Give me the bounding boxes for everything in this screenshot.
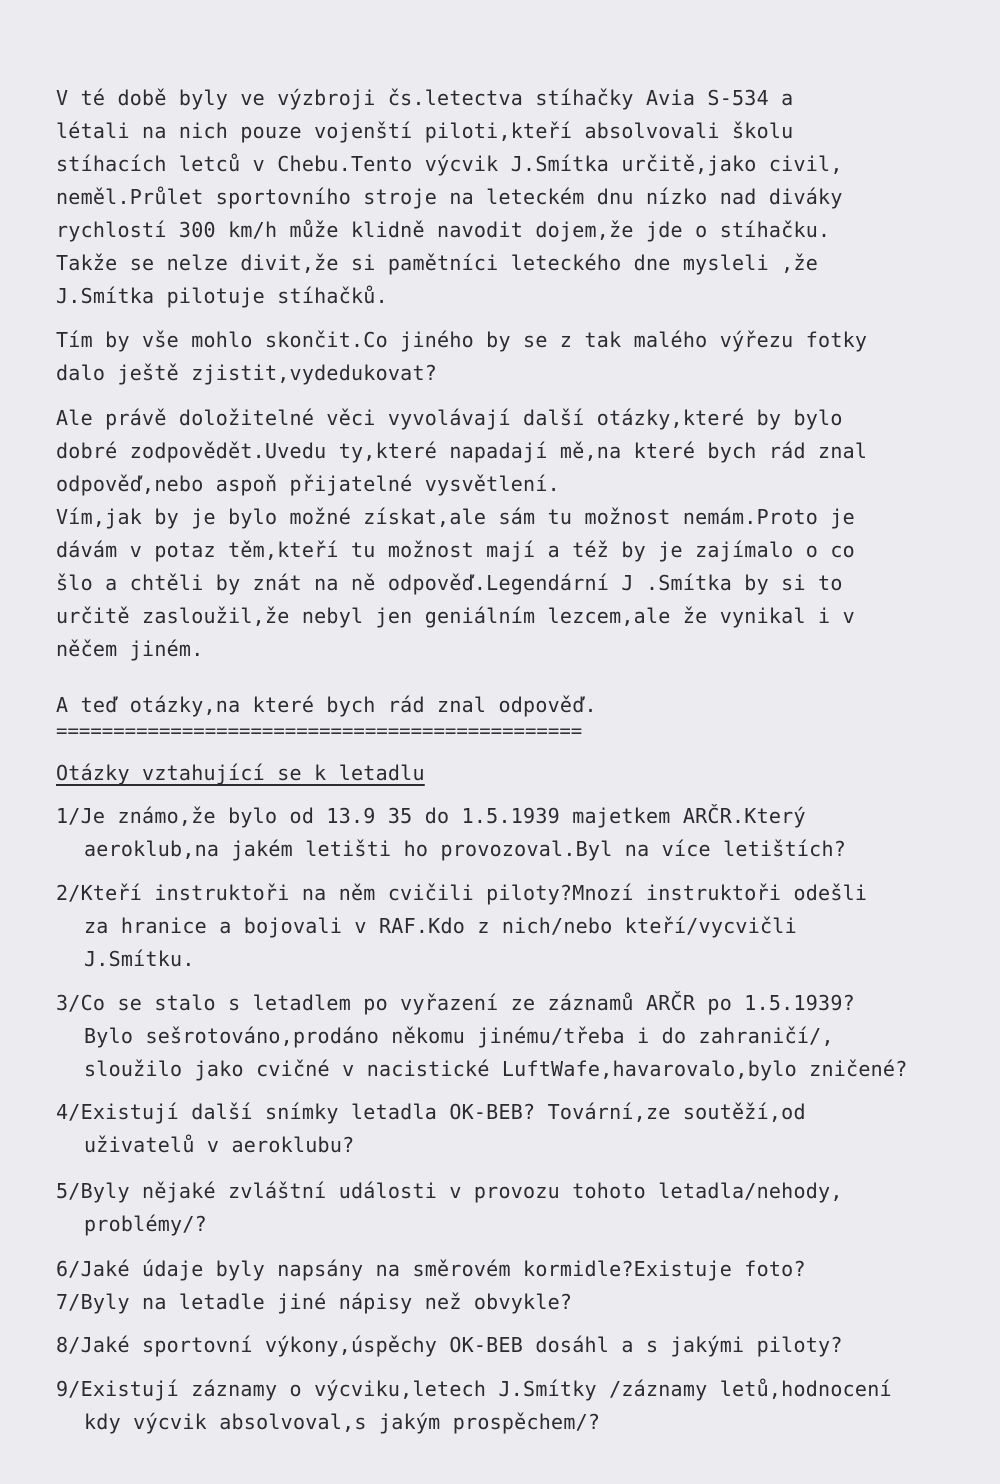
question-4 [56,1096,976,1162]
question-2 [56,877,976,976]
question-line: 2/Kteří instruktoři na něm cvičili piloty?Mnozí instruktoři odešli [56,881,868,905]
paragraph-1 [56,82,976,313]
question-line: sloužilo jako cvičné v nacistické LuftWafe,havarovalo,bylo zničené? [84,1057,908,1081]
question-line: 9/Existují záznamy o výcviku,letech J.Smítky /záznamy letů,hodnocení [56,1377,892,1401]
question-3 [56,987,976,1086]
question-line: 8/Jaké sportovní výkony,úspěchy OK-BEB dosáhl a s jakými piloty? [56,1333,843,1357]
text-line: něčem jiném. [56,637,204,661]
question-line: 1/Je známo,že bylo od 13.9 35 do 1.5.1939 majetkem ARČR.Který [56,804,806,828]
question-line: za hranice a bojovali v RAF.Kdo z nich/nebo kteří/vycvičli [84,914,797,938]
question-8 [56,1329,976,1362]
question-line: 5/Byly nějaké zvláštní události v provozu tohoto letadla/nehody, [56,1179,843,1203]
paragraph-3 [56,402,976,666]
text-line: Tím by vše mohlo skončit.Co jiného by se z tak malého výřezu fotky [56,328,868,352]
text-line: šlo a chtěli by znát na ně odpověď.Legendární J .Smítka by si to [56,571,843,595]
question-6 [56,1253,976,1286]
text-line: dalo ještě zjistit,vydedukovat? [56,361,438,385]
question-5 [56,1175,976,1241]
text-line: dávám v potaz těm,kteří tu možnost mají a též by je zajímalo o co [56,538,855,562]
question-line: 4/Existují další snímky letadla OK-BEB? Tovární,ze soutěží,od [56,1100,806,1124]
text-line: odpověď,nebo aspoň přijatelné vysvětlení. [56,472,560,496]
question-line: 3/Co se stalo s letadlem po vyřazení ze záznamů ARČR po 1.5.1939? [56,991,855,1015]
text-line: Vím,jak by je bylo možné získat,ale sám tu možnost nemám.Proto je [56,505,855,529]
question-line: J.Smítku. [84,947,195,971]
text-line: určitě zasloužil,že nebyl jen geniálním lezcem,ale že vynikal i v [56,604,855,628]
question-line: kdy výcvik absolvoval,s jakým prospěchem/? [84,1410,601,1434]
question-line: problémy/? [84,1212,207,1236]
question-line: 6/Jaké údaje byly napsány na směrovém kormidle?Existuje foto? [56,1257,806,1281]
question-7 [56,1286,976,1319]
text-line: stíhacích letců v Chebu.Tento výcvik J.Smítka určitě,jako civil, [56,152,843,176]
text-line: Ale právě doložitelné věci vyvolávají další otázky,které by bylo [56,406,843,430]
question-line: aeroklub,na jakém letišti ho provozoval.Byl na více letištích? [84,837,847,861]
questions-heading [56,689,976,740]
text-line: létali na nich pouze vojenští piloti,kteří absolvovali školu [56,119,794,143]
section-title-block [56,757,976,790]
question-line: 7/Byly na letadle jiné nápisy než obvykle? [56,1290,573,1314]
heading-text: A teď otázky,na které bych rád znal odpověď. [56,693,597,717]
text-line: rychlostí 300 km/h může klidně navodit dojem,že jde o stíhačku. [56,218,831,242]
question-9 [56,1373,976,1439]
text-line: Takže se nelze divit,že si pamětníci leteckého dne mysleli ,že [56,251,819,275]
text-line: J.Smítka pilotuje stíhačků. [56,284,388,308]
text-line: V té době byly ve výzbroji čs.letectva stíhačky Avia S-534 a [56,86,794,110]
text-line: neměl.Průlet sportovního stroje na leteckém dnu nízko nad diváky [56,185,843,209]
question-1 [56,800,976,866]
question-line: Bylo sešrotováno,prodáno někomu jinému/třeba i do zahraničí/, [84,1024,834,1048]
text-line: dobré zodpovědět.Uvedu ty,které napadají mě,na které bych rád znal [56,439,868,463]
section-title: Otázky vztahující se k letadlu [56,761,425,785]
paragraph-2 [56,324,976,390]
question-line: uživatelů v aeroklubu? [84,1133,355,1157]
heading-double-rule: ============================================== [56,722,583,740]
